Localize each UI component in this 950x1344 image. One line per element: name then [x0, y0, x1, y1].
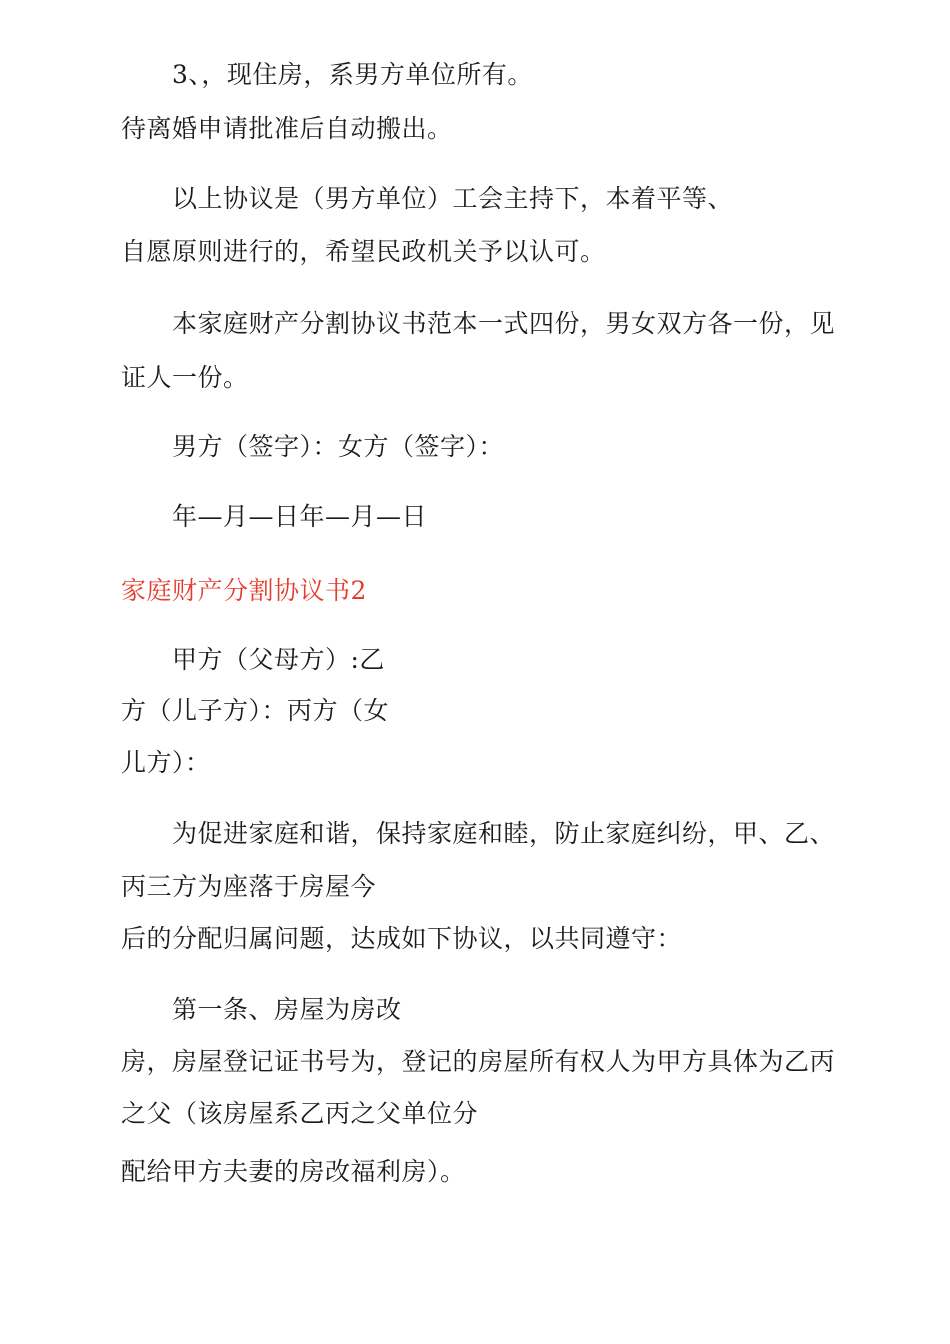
paragraph-line: 证人一份。 [121, 363, 249, 392]
paragraph-line: 自愿原则进行的，希望民政机关予以认可。 [121, 237, 606, 266]
paragraph-line: 3、，现住房，系男方单位所有。 [172, 60, 533, 89]
paragraph-line: 丙三方为座落于房屋今 [121, 872, 377, 901]
date-line: 年—月—日年—月—日 [172, 502, 428, 531]
paragraph-line: 方（儿子方）：丙方（女 [121, 696, 390, 725]
paragraph-line: 本家庭财产分割协议书范本一式四份，男女双方各一份，见 [172, 309, 836, 338]
section-heading: 家庭财产分割协议书2 [121, 576, 367, 605]
paragraph-line: 配给甲方夫妻的房改福利房）。 [121, 1157, 466, 1186]
paragraph-line: 之父（该房屋系乙丙之父单位分 [121, 1099, 479, 1128]
paragraph-line: 房，房屋登记证书号为，登记的房屋所有权人为甲方具体为乙丙 [121, 1047, 836, 1076]
paragraph-line: 以上协议是（男方单位）工会主持下，本着平等、 [172, 184, 734, 213]
paragraph-line: 待离婚申请批准后自动搬出。 [121, 114, 453, 143]
paragraph-line: 后的分配归属问题，达成如下协议，以共同遵守： [121, 924, 683, 953]
paragraph-line: 为促进家庭和谐，保持家庭和睦，防止家庭纠纷，甲、乙、 [172, 819, 836, 848]
paragraph-line: 甲方（父母方）:乙 [172, 645, 385, 674]
signature-line: 男方（签字）：女方（签字）： [172, 432, 505, 461]
paragraph-line: 儿方）： [121, 748, 211, 777]
paragraph-line: 第一条、房屋为房改 [172, 995, 402, 1024]
